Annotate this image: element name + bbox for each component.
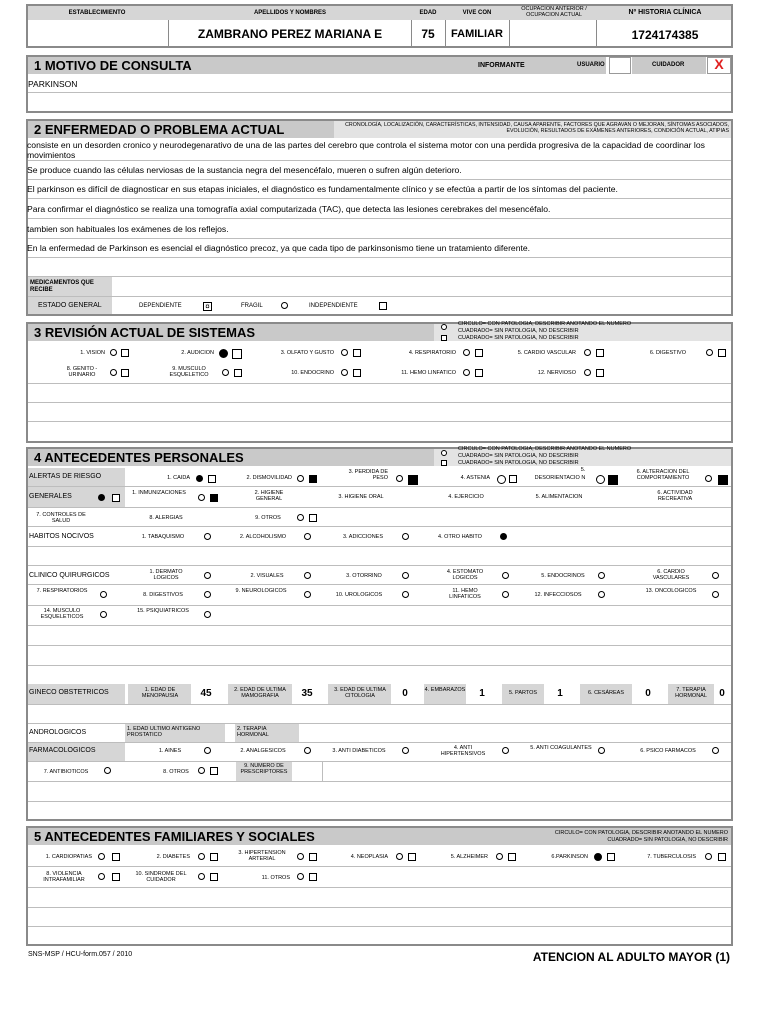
s3-item-nervioso: 12. NERVIOSO [537, 370, 576, 376]
generales-radio[interactable] [98, 494, 105, 501]
gineco-menopausia-value[interactable]: 45 [200, 688, 212, 699]
fam-violencia-check[interactable] [112, 873, 120, 881]
fam-violencia-label: 8. VIOLENCIA INTRAFAMILIAR [43, 871, 85, 883]
fam-cuidador-check[interactable] [210, 873, 218, 881]
fam-diabetes-check[interactable] [210, 853, 218, 861]
fam-otros-check[interactable] [309, 873, 317, 881]
andro-terapia-label: 2. TERAPIA HORMONAL [237, 726, 269, 738]
gineco-embarazos-label: 4. EMBARAZOS [424, 687, 466, 693]
alerta-peso-label: 3. PERDIDA DE PESO [348, 469, 388, 481]
farmaco-antihipertensivos-radio[interactable] [502, 747, 509, 754]
fam-cuidador-label: 10. SINDROME DEL CUIDADOR [135, 871, 187, 883]
general-alimentacion-label: 5. ALIMENTACION [535, 494, 583, 500]
s3-cardio-check[interactable] [596, 349, 604, 357]
s3-cardio-radio[interactable] [584, 349, 591, 356]
patient-lives-with[interactable]: FAMILIAR [451, 28, 503, 40]
enfermedad-line-3[interactable]: El parkinson es difícil de diagnosticar en sus etapas iniciales, el diagnóstico es fundamentalmente clínico y se efectúa a partir de los síntomas del paciente. [27, 184, 618, 194]
clinical-history-number[interactable]: 1724174385 [631, 28, 699, 42]
fragil-label: FRAGIL [241, 303, 263, 309]
fam-diabetes-label: 2. DIABETES [156, 854, 190, 860]
alertas-label: ALERTAS DE RIESGO [29, 473, 102, 480]
patient-age[interactable]: 75 [421, 27, 435, 41]
s3-audicion-check[interactable] [232, 349, 242, 359]
s3-item-respiratorio: 4. RESPIRATORIO [408, 350, 456, 356]
alerta-peso-check[interactable] [408, 475, 418, 485]
alerta-caida-radio[interactable] [196, 475, 203, 482]
fam-hipertension-radio[interactable] [297, 853, 304, 860]
clinico-visuales: 2. VISUALES [250, 573, 284, 579]
s3-audicion-radio[interactable] [219, 349, 228, 358]
alerta-astenia-check[interactable] [509, 475, 517, 483]
clinico-infecciosos: 12. INFECCIOSOS [534, 592, 582, 598]
general-controles-label: 7. CONTROLES DE SALUD [36, 512, 86, 524]
section-2-hint: CRONOLOGÍA, LOCALIZACIÓN, CARACTERÍSTICAS, INTENSIDAD, CAUSA APARENTE, FACTORES QUE AGRAVAN O MEJORAN, SÍNTOMAS ASOCIADOS, EVOLUCIÓN, RESULTADOS DE EXÁMENES ANTERIORES, CONDICIÓN ACTUAL, ATIPIAS [345, 122, 729, 134]
farmaco-anticoagulantes-label: 5. ANTI COAGULANTES [530, 745, 592, 751]
alerta-astenia-label: 4. ASTENIA [460, 475, 490, 481]
fam-otros-radio[interactable] [297, 873, 304, 880]
informante-label: INFORMANTE [478, 62, 525, 69]
s3-musculo-check[interactable] [234, 369, 242, 377]
alerta-comportamiento-radio[interactable] [705, 475, 712, 482]
enfermedad-line-2[interactable]: Se produce cuando las células nerviosas de la sustancia negra del mesencéfalo, mueren o sufren algún deterioro. [27, 165, 462, 175]
farmaco-prescriptores-label: 9. NUMERO DE PRESCRIPTORES [240, 763, 288, 775]
section-5-title: 5 ANTECEDENTES FAMILIARES Y SOCIALES [28, 828, 731, 845]
alerta-dismovilidad-check[interactable] [309, 475, 317, 483]
fam-otros-label: 11. OTROS [261, 875, 290, 881]
label-apellidos: APELLIDOS Y NOMBRES [253, 10, 327, 16]
s3-digestivo-radio[interactable] [706, 349, 713, 356]
alerta-desorientacion-radio[interactable] [596, 475, 605, 484]
fam-parkinson-radio[interactable] [594, 853, 602, 861]
farmaco-otros-label: 8. OTROS [163, 769, 189, 775]
fam-neoplasia-label: 4. NEOPLASIA [350, 854, 388, 860]
s3-endocrino-check[interactable] [353, 369, 361, 377]
general-otros-radio[interactable] [297, 514, 304, 521]
gineco-mamografia-value[interactable]: 35 [301, 688, 313, 699]
s3-vision-radio[interactable] [110, 349, 117, 356]
section-1-title: 1 MOTIVO DE CONSULTA [28, 57, 606, 74]
s5-legend-square: CUADRADO= SIN PATOLOGIA, NO DESCRIBIR [607, 837, 728, 843]
section-2-title: 2 ENFERMEDAD O PROBLEMA ACTUAL [28, 121, 334, 138]
s3-nervioso-radio[interactable] [584, 369, 591, 376]
s3-legend-circle: CIRCULO= CON PATOLOGIA, DESCRIBIR ANOTANDO EL NUMERO [458, 321, 632, 327]
alerta-caida-label: 1. CAIDA [167, 475, 190, 481]
usuario-label: USUARIO [577, 62, 605, 68]
andro-antigeno-label: 1. EDAD ULTIMO ANTIGENO PROSTATICO [127, 726, 201, 738]
general-inmunizaciones-label: 1. INMUNIZACIONES [132, 490, 186, 496]
general-higiene-oral-label: 3. HIGIENE ORAL [338, 494, 384, 500]
section-3-title: 3 REVISIÓN ACTUAL DE SISTEMAS [28, 324, 434, 341]
farmaco-antidiabeticos-label: 3. ANTI DIABETICOS [332, 748, 386, 754]
fam-parkinson-check[interactable] [607, 853, 615, 861]
clinico-psiquiatricos-radio[interactable] [204, 611, 211, 618]
fam-tuberculosis-check[interactable] [718, 853, 726, 861]
farmaco-antibioticos-label: 7. ANTIBIOTICOS [43, 769, 89, 775]
clinico-estomato: 4. ESTOMATO LOGICOS [446, 569, 484, 581]
fam-diabetes-radio[interactable] [198, 853, 205, 860]
s3-item-hemo: 11. HEMO LINFATICO [401, 370, 456, 376]
cuidador-label: CUIDADOR [652, 62, 685, 68]
fam-parkinson-label: 6.PARKINSON [551, 854, 588, 860]
usuario-checkbox[interactable] [609, 57, 631, 74]
habito-otro-label: 4. OTRO HABITO [438, 534, 482, 540]
alerta-peso-radio[interactable] [396, 475, 403, 482]
dependiente-label: DEPENDIENTE [139, 303, 182, 309]
fam-neoplasia-check[interactable] [408, 853, 416, 861]
fam-hipertension-check[interactable] [309, 853, 317, 861]
clinico-otorrino-radio[interactable] [402, 572, 409, 579]
habito-alcoholismo-label: 2. ALCOHOLISMO [239, 534, 287, 540]
general-ejercicio-label: 4. EJERCICIO [448, 494, 484, 500]
fam-tuberculosis-radio[interactable] [705, 853, 712, 860]
s3-hemo-radio[interactable] [463, 369, 470, 376]
clinico-dermato-radio[interactable] [204, 572, 211, 579]
gineco-label: GINECO OBSTETRICOS [29, 689, 109, 696]
habitos-label: HABITOS NOCIVOS [29, 533, 94, 540]
general-alergias-label: 8. ALERGIAS [149, 515, 183, 521]
fam-alzheimer-label: 5. ALZHEIMER [450, 854, 488, 860]
patient-name[interactable]: ZAMBRANO PEREZ MARIANA E [197, 27, 383, 41]
clinico-respiratorios-radio[interactable] [100, 591, 107, 598]
gineco-cesareas-label: 6. CESÁREAS [587, 690, 625, 696]
clinico-respiratorios: 7. RESPIRATORIOS [36, 588, 88, 594]
gineco-cesareas-value[interactable]: 0 [645, 688, 651, 699]
independiente-label: INDEPENDIENTE [309, 303, 358, 309]
fam-cuidador-radio[interactable] [198, 873, 205, 880]
andro-label: ANDROLOGICOS [29, 729, 87, 736]
gineco-terapia-label: 7. TERAPIA HORMONAL [675, 687, 707, 699]
clinico-otorrino: 3. OTORRINO [346, 573, 382, 579]
s3-olfato-radio[interactable] [341, 349, 348, 356]
gineco-partos-value[interactable]: 1 [557, 688, 563, 699]
medicamentos-label: MEDICAMENTOS QUE RECIBE [30, 280, 94, 293]
fam-hipertension-label: 3. HIPERTENSION ARTERIAL [238, 850, 286, 862]
s3-respiratorio-check[interactable] [475, 349, 483, 357]
general-inmunizaciones-radio[interactable] [198, 494, 205, 501]
s3-item-endocrino: 10. ENDOCRINO [291, 370, 334, 376]
gineco-citologia-value[interactable]: 0 [402, 688, 408, 699]
s3-musculo-radio[interactable] [222, 369, 229, 376]
habito-tabaquismo-radio[interactable] [204, 533, 211, 540]
clinico-cardio: 6. CARDIO VASCULARES [652, 569, 690, 581]
clinico-label: CLINICO QUIRURGICOS [29, 572, 110, 579]
fam-neoplasia-radio[interactable] [396, 853, 403, 860]
clinico-dermato: 1. DERMATO LOGICOS [149, 569, 183, 581]
fam-alzheimer-check[interactable] [508, 853, 516, 861]
general-higiene-label: 2. HIGIENE GENERAL [254, 490, 284, 502]
s3-item-cardio: 5. CARDIO VASCULAR [517, 350, 576, 356]
section-antecedentes-personales [26, 447, 733, 821]
s3-legend-square: CUADRADO= SIN PATOLOGIA, NO DESCRIBIR [458, 328, 579, 334]
farmaco-psico-radio[interactable] [712, 747, 719, 754]
alerta-astenia-radio[interactable] [497, 475, 506, 484]
clinico-oncologicos-radio[interactable] [712, 591, 719, 598]
clinico-hemo-radio[interactable] [502, 591, 509, 598]
independiente-checkbox[interactable] [379, 302, 387, 310]
label-vive-con: VIVE CON [462, 10, 492, 16]
farmaco-psico-label: 6. PSICO FARMACOS [640, 748, 696, 754]
cuidador-mark: X [714, 56, 724, 72]
form-code: SNS-MSP / HCU-form.057 / 2010 [28, 951, 133, 958]
s3-olfato-check[interactable] [353, 349, 361, 357]
alerta-caida-check[interactable] [208, 475, 216, 483]
farmaco-analgesicos-label: 2. ANALGESICOS [240, 748, 286, 754]
s3-vision-check[interactable] [121, 349, 129, 357]
fam-cardiopatias-label: 1. CARDIOPATIAS [45, 854, 92, 860]
s3-genito-check[interactable] [121, 369, 129, 377]
s3-endocrino-radio[interactable] [341, 369, 348, 376]
farmaco-antibioticos-radio[interactable] [104, 767, 111, 774]
enfermedad-line-4[interactable]: Para confirmar el diagnóstico se realiza una tomografía axial computarizada (TAC), que detecta las lesiones cerebrakes del mesencéfalo. [27, 204, 551, 214]
alerta-desorientacion-num: 5. [580, 467, 586, 473]
s3-item-musculo: 9. MUSCULO ESQUELETICO [169, 366, 209, 378]
farmaco-otros-check[interactable] [210, 767, 218, 775]
label-historia: Nº HISTORIA CLÍNICA [628, 9, 702, 16]
s3-nervioso-check[interactable] [596, 369, 604, 377]
general-otros-check[interactable] [309, 514, 317, 522]
farmaco-antidiabeticos-radio[interactable] [402, 747, 409, 754]
farmaco-otros-radio[interactable] [198, 767, 205, 774]
alerta-dismovilidad-label: 2. DISMOVILIDAD [246, 475, 292, 481]
s3-legend-square-2: CUADRADO= SIN PATOLOGIA, NO DESCRIBIR [458, 335, 579, 341]
clinico-urologicos: 10. UROLOGICOS [335, 592, 383, 598]
clinico-neurologicos: 9. NEUROLOGICOS [235, 588, 287, 594]
section-4-title: 4 ANTECEDENTES PERSONALES [28, 449, 434, 466]
s3-item-audicion: 2. AUDICION [181, 350, 214, 356]
clinico-visuales-radio[interactable] [304, 572, 311, 579]
clinico-hemo: 11. HEMO LINFATICOS [449, 588, 481, 600]
farmaco-aines-radio[interactable] [204, 747, 211, 754]
clinico-endocrinos-radio[interactable] [598, 572, 605, 579]
farmaco-label: FARMACOLOGICOS [29, 747, 96, 754]
farmaco-aines-label: 1. AINES [158, 748, 182, 754]
farmaco-analgesicos-radio[interactable] [304, 747, 311, 754]
farmaco-antihipertensivos-label: 4. ANTI HIPERTENSIVOS [440, 745, 486, 757]
general-otros-label: 9. OTROS [255, 515, 281, 521]
clinico-musculo: 14. MUSCULO ESQUELETICOS [40, 608, 84, 620]
s3-hemo-check[interactable] [475, 369, 483, 377]
label-edad: EDAD [419, 10, 437, 16]
alerta-comportamiento-label: 6. ALTERACION DEL COMPORTAMIENTO [636, 469, 690, 481]
fam-cardiopatias-radio[interactable] [98, 853, 105, 860]
clinico-infecciosos-radio[interactable] [598, 591, 605, 598]
clinico-oncologicos: 13. ONCOLOGICOS [645, 588, 697, 594]
clinico-musculo-radio[interactable] [100, 611, 107, 618]
dependiente-checkbox[interactable]: ¤ [203, 302, 212, 311]
s4-legend-square: CUADRADO= SIN PATOLOGIA, NO DESCRIBIR [458, 453, 579, 459]
clinico-digestivos-radio[interactable] [204, 591, 211, 598]
fam-violencia-radio[interactable] [98, 873, 105, 880]
label-establecimiento: ESTABLECIMIENTO [68, 10, 126, 16]
gineco-menopausia-label: 1. EDAD DE MENOPAUSIA [141, 687, 179, 699]
alerta-dismovilidad-radio[interactable] [297, 475, 304, 482]
s3-digestivo-check[interactable] [718, 349, 726, 357]
habito-alcoholismo-radio[interactable] [304, 533, 311, 540]
habito-adicciones-label: 3. ADICCIONES [342, 534, 384, 540]
gineco-citologia-label: 3. EDAD DE ULTIMA CITOLOGIA [334, 687, 386, 699]
gineco-mamografia-label: 2. EDAD DE ULTIMA MAMOGRAFIA [234, 687, 286, 699]
alerta-desorientacion-label: DESORIENTACIO N [534, 475, 586, 481]
enfermedad-line-6[interactable]: En la enfermedad de Parkinson es esencial el diagnóstico precoz, ya que cada tipo de parkinsonismo tiene un tratamiento diferente. [27, 243, 531, 253]
farmaco-anticoagulantes-radio[interactable] [598, 747, 605, 754]
habito-tabaquismo-label: 1. TABAQUISMO [141, 534, 185, 540]
clinico-digestivos: 8. DIGESTIVOS [143, 592, 183, 598]
general-inmunizaciones-check[interactable] [210, 494, 218, 502]
motivo-text[interactable]: PARKINSON [28, 79, 78, 89]
fam-alzheimer-radio[interactable] [496, 853, 503, 860]
s4-legend-circle: CIRCULO= CON PATOLOGIA, DESCRIBIR ANOTANDO EL NUMERO [458, 446, 632, 452]
s3-item-digestivo: 6. DIGESTIVO [649, 350, 686, 356]
label-ocupacion: OCUPACION ANTERIOR / OCUPACION ACTUAL [521, 6, 587, 18]
clinico-urologicos-radio[interactable] [402, 591, 409, 598]
clinico-neurologicos-radio[interactable] [304, 591, 311, 598]
clinico-cardio-radio[interactable] [712, 572, 719, 579]
clinico-endocrinos: 5. ENDOCRINOS [541, 573, 585, 579]
gineco-partos-label: 5. PARTOS [508, 690, 538, 696]
habito-adicciones-radio[interactable] [402, 533, 409, 540]
clinico-psiquiatricos: 15. PSIQUIATRICOS [137, 608, 189, 614]
habito-otro-radio[interactable] [500, 533, 507, 540]
alerta-desorientacion-check[interactable] [608, 475, 618, 485]
s4-legend-square-2: CUADRADO= SIN PATOLOGIA, NO DESCRIBIR [458, 460, 579, 466]
generales-label: GENERALES [29, 493, 72, 500]
fam-cardiopatias-check[interactable] [112, 853, 120, 861]
s3-item-olfato: 3. OLFATO Y GUSTO [280, 350, 334, 356]
clinico-estomato-radio[interactable] [502, 572, 509, 579]
fam-tuberculosis-label: 7. TUBERCULOSIS [647, 854, 696, 860]
s3-item-genito: 8. GENITO - URINARIO [66, 366, 98, 378]
s3-respiratorio-radio[interactable] [463, 349, 470, 356]
gineco-terapia-value[interactable]: 0 [719, 688, 725, 699]
generales-check[interactable] [112, 494, 120, 502]
enfermedad-line-1[interactable]: consiste en un desorden cronico y neurodegenarativo de una de las partes del cerebro que controla el sistema motor con una perdida progresiva de la capacidad de coordinar los movimientos [27, 140, 705, 160]
estado-general-label: ESTADO GENERAL [38, 302, 102, 309]
s3-item-vision: 1. VISION [80, 350, 105, 356]
fragil-radio[interactable] [281, 302, 288, 309]
s5-legend-circle: CIRCULO= CON PATOLOGIA, DESCRIBIR ANOTANDO EL NUMERO [554, 830, 728, 836]
enfermedad-line-5[interactable]: tambien son habituales los exámenes de los reflejos. [27, 224, 229, 234]
general-recreativa-label: 6. ACTIVIDAD RECREATIVA [657, 490, 693, 502]
s3-genito-radio[interactable] [110, 369, 117, 376]
alerta-comportamiento-check[interactable] [718, 475, 728, 485]
gineco-embarazos-value[interactable]: 1 [479, 688, 485, 699]
form-title: ATENCION AL ADULTO MAYOR (1) [532, 950, 730, 964]
